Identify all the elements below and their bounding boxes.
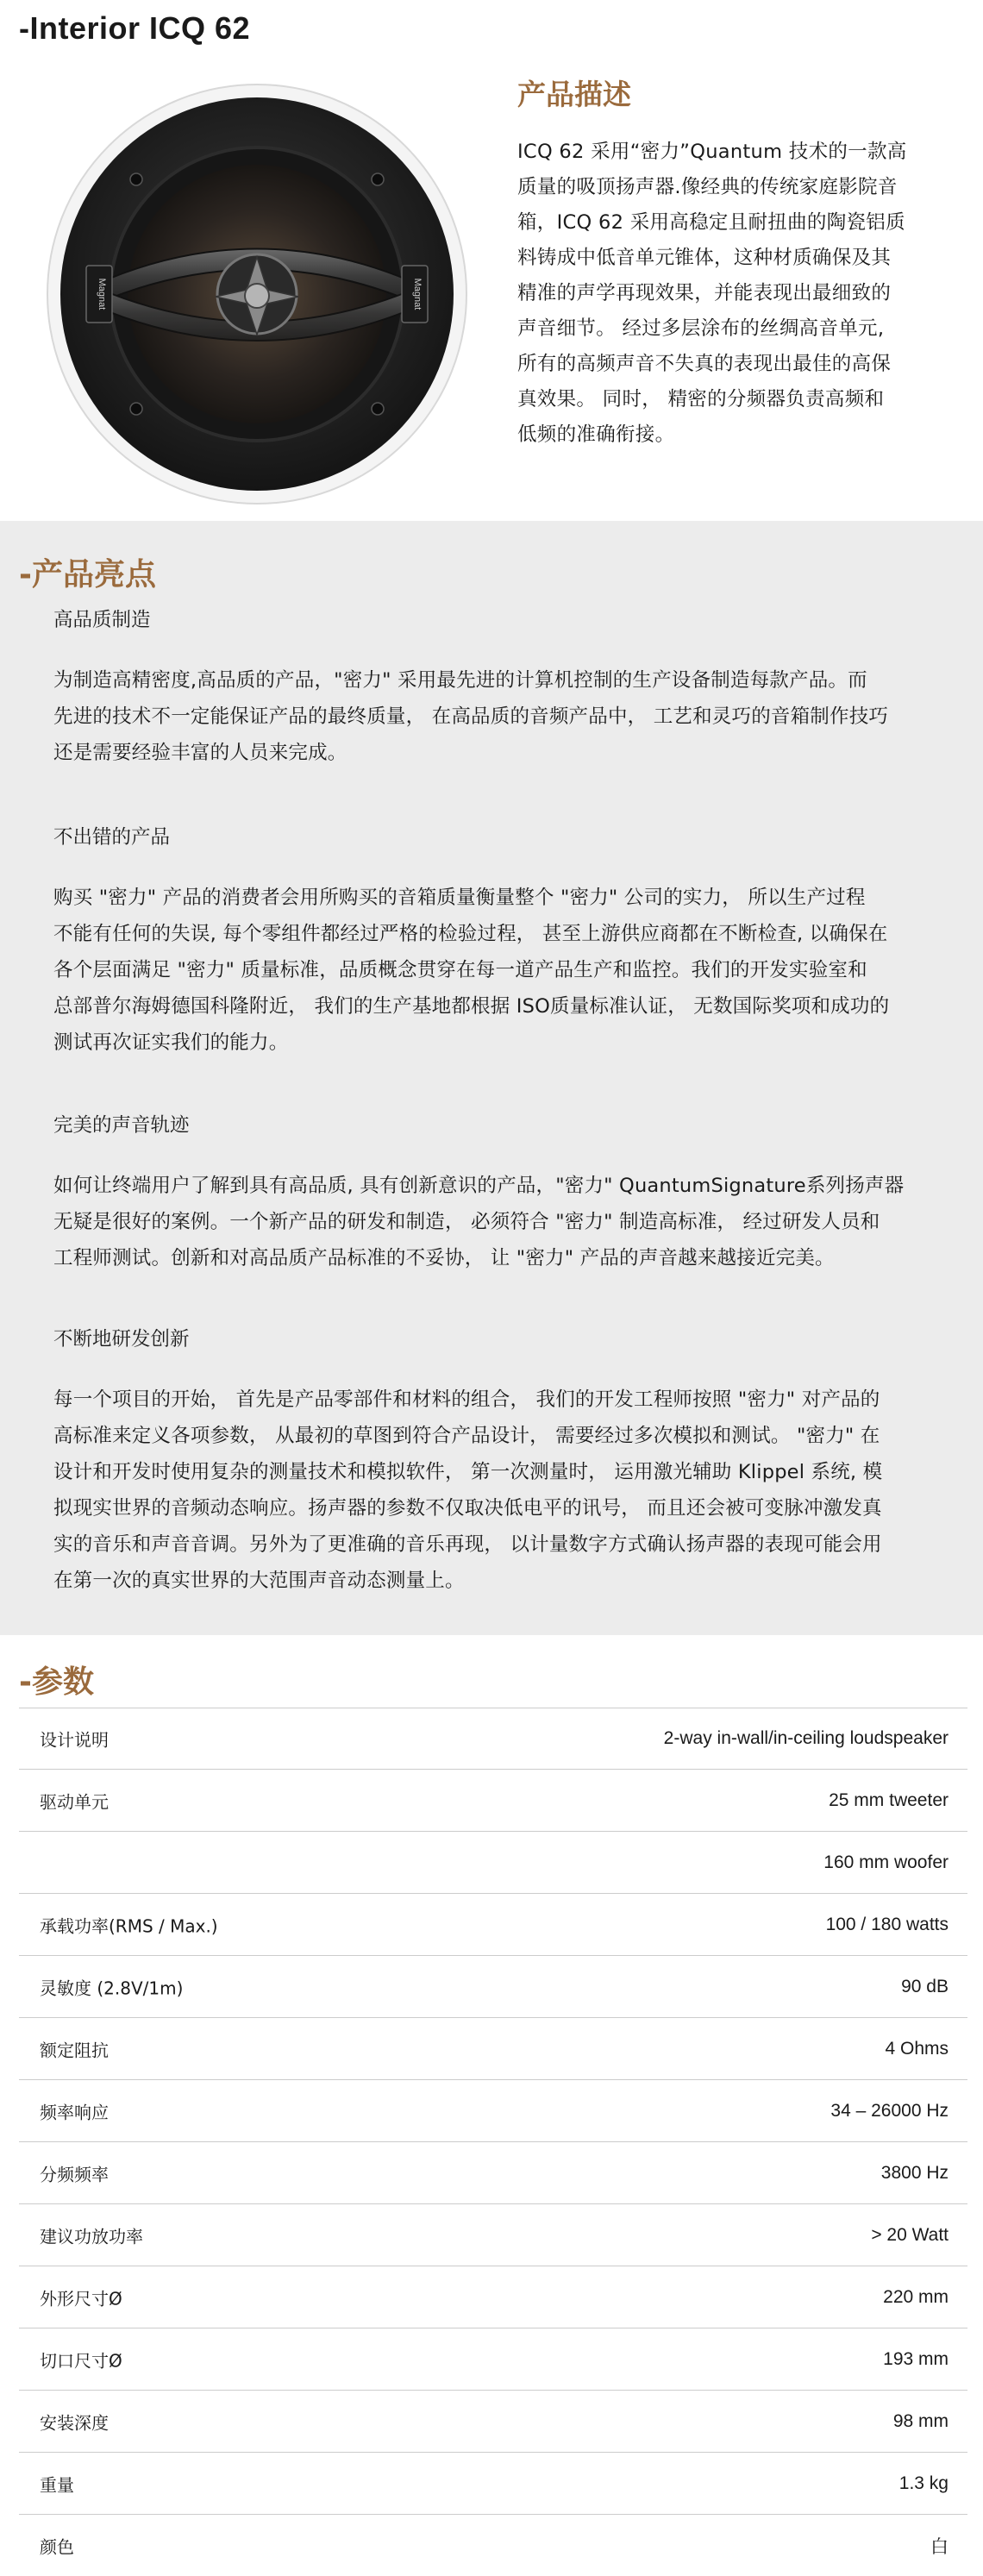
highlight-title: 完美的声音轨迹 bbox=[53, 1114, 190, 1137]
spec-row bbox=[19, 2266, 967, 2328]
spec-row bbox=[19, 2142, 967, 2204]
spec-label: 驱动单元 bbox=[40, 1791, 109, 1812]
spec-row bbox=[19, 1770, 967, 1832]
spec-row bbox=[19, 1708, 967, 1770]
product-hero bbox=[0, 0, 983, 521]
spec-label: 频率响应 bbox=[40, 2102, 109, 2122]
spec-row bbox=[19, 2453, 967, 2515]
spec-row bbox=[19, 1894, 967, 1956]
spec-row bbox=[19, 2328, 967, 2391]
spec-row bbox=[19, 1956, 967, 2018]
spec-label: 切口尺寸Ø bbox=[40, 2350, 122, 2371]
spec-value: 白 bbox=[930, 2536, 949, 2557]
highlight-body: 每一个项目的开始， 首先是产品零部件和材料的组合， 我们的开发工程师按照 "密力" 对产品的 高标准来定义各项参数， 从最初的草图到符合产品设计， 需要经过多次模拟和测试。 "密力" 在 设计和开发时使用复杂的测量技术和模拟软件， 第一次测量时， 运用激光辅助 Klippel 系统, 模 拟现实世界的音频动态响应。扬声器的参数不仅取决低电平的讯号， 而且还会被可变脉冲激发真 实的音乐和声音音调。另外为了更准确的音乐再现， 以计量数字方式确认扬声器的表现可能会用 在第一次的真实世界的大范围声音动态测量上。 bbox=[53, 1388, 883, 1592]
spec-row bbox=[19, 2080, 967, 2142]
spec-value: 193 mm bbox=[883, 2348, 949, 2369]
spec-value: 3800 Hz bbox=[880, 2162, 949, 2183]
spec-label: 重量 bbox=[40, 2474, 74, 2495]
product-title: -Interior ICQ 62 bbox=[19, 10, 251, 46]
description-body: ICQ 62 采用“密力”Quantum 技术的一款高 质量的吸顶扬声器.像经典的传统家庭影院音 箱，ICQ 62 采用高稳定且耐扭曲的陶瓷铝质 料铸成中低音单元锥体，这种材质确保及其 精准的声学再现效果，并能表现出最细致的 声音细节。 经过多层涂布的丝绸高音单元, 所有的高频声音不失真的表现出最佳的高保 真效果。 同时， 精密的分频器负责高频和 低频的准确衔接。 bbox=[517, 141, 907, 446]
highlight-quality bbox=[53, 607, 933, 771]
spec-row bbox=[19, 2018, 967, 2080]
spec-label: 设计说明 bbox=[40, 1729, 109, 1751]
highlight-title: 不断地研发创新 bbox=[53, 1328, 190, 1351]
highlight-innovation bbox=[53, 1326, 933, 1599]
spec-label: 建议功放功率 bbox=[40, 2226, 143, 2247]
spec-row bbox=[19, 2391, 967, 2453]
spec-value: > 20 Watt bbox=[871, 2224, 949, 2245]
spec-row bbox=[19, 2515, 967, 2576]
spec-value: 25 mm tweeter bbox=[829, 1789, 949, 1810]
spec-value: 1.3 kg bbox=[898, 2473, 949, 2493]
spec-value: 90 dB bbox=[901, 1976, 949, 1996]
spec-value: 34 – 26000 Hz bbox=[830, 2100, 949, 2121]
brand-mark-left: Magnat bbox=[97, 278, 107, 310]
specs-section bbox=[0, 1635, 983, 2576]
brand-mark-right: Magnat bbox=[412, 278, 423, 310]
highlight-title: 高品质制造 bbox=[53, 609, 151, 631]
spec-value: 160 mm woofer bbox=[823, 1852, 949, 1872]
highlight-body: 为制造高精密度,高品质的产品，"密力" 采用最先进的计算机控制的生产设备制造每款产品。而 先进的技术不一定能保证产品的最终质量， 在高品质的音频产品中， 工艺和灵巧的音箱制作技巧 还是需要经验丰富的人员来完成。 bbox=[53, 669, 889, 764]
highlights-heading: -产品亮点 bbox=[19, 557, 156, 592]
specs-table bbox=[19, 1708, 967, 2576]
spec-value: 220 mm bbox=[883, 2286, 949, 2307]
spec-label: 分频频率 bbox=[40, 2164, 109, 2184]
description-heading: 产品描述 bbox=[517, 78, 631, 111]
spec-value: 98 mm bbox=[892, 2410, 949, 2431]
spec-label: 额定阻抗 bbox=[40, 2040, 109, 2060]
speaker-image bbox=[41, 83, 473, 505]
spec-row bbox=[19, 1832, 967, 1894]
spec-label: 颜色 bbox=[40, 2536, 74, 2557]
spec-label: 外形尺寸Ø bbox=[40, 2288, 122, 2309]
spec-label: 承载功率(RMS / Max.) bbox=[40, 1915, 218, 1936]
highlight-sound bbox=[53, 1113, 933, 1276]
spec-value: 2-way in-wall/in-ceiling loudspeaker bbox=[663, 1728, 949, 1748]
highlight-body: 购买 "密力" 产品的消费者会用所购买的音箱质量衡量整个 "密力" 公司的实力， 所以生产过程 不能有任何的失误, 每个零组件都经过严格的检验过程， 甚至上游供应商都在不断检查, 以确保在 各个层面满足 "密力" 质量标准，品质概念贯穿在每一道产品生产和监控。我们的开发实验室和 总部普尔海姆德国科隆附近， 我们的生产基地都根据 ISO质量标准认证， 无数国际奖项和成功的 测试再次证实我们的能力。 bbox=[53, 887, 890, 1054]
spec-label: 灵敏度 (2.8V/1m) bbox=[40, 1977, 184, 1998]
spec-value: 100 / 180 watts bbox=[825, 1914, 949, 1934]
highlight-title: 不出错的产品 bbox=[53, 826, 171, 849]
highlights-section bbox=[0, 521, 983, 1635]
spec-row bbox=[19, 2204, 967, 2266]
spec-value: 4 Ohms bbox=[885, 2038, 949, 2059]
specs-heading: -参数 bbox=[19, 1664, 94, 1700]
highlight-body: 如何让终端用户了解到具有高品质, 具有创新意识的产品，"密力" QuantumSignature系列扬声器 无疑是很好的案例。一个新产品的研发和制造， 必须符合 "密力" 制造高标准， 经过研发人员和 工程师测试。创新和对高品质产品标准的不妥协， 让 "密力" 产品的声音越来越接近完美。 bbox=[53, 1175, 905, 1269]
highlight-no-error bbox=[53, 824, 933, 1061]
spec-label: 安装深度 bbox=[40, 2412, 109, 2433]
